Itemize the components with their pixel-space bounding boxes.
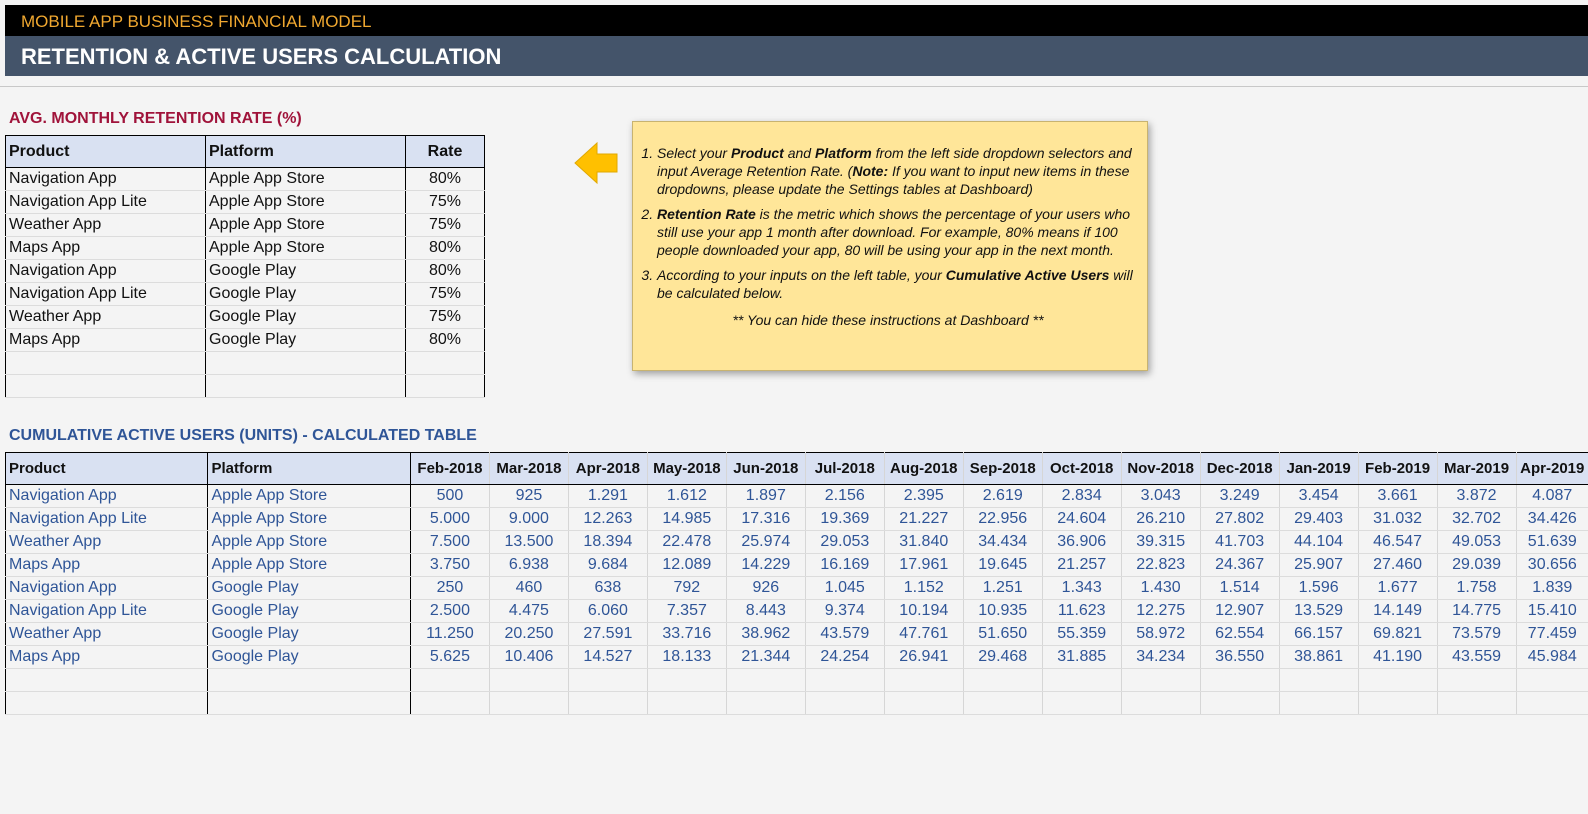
- value-cell: 7.500: [410, 531, 489, 554]
- value-cell: 66.157: [1279, 623, 1358, 646]
- cumulative-row: [6, 692, 1588, 715]
- month-header: Nov-2018: [1121, 453, 1200, 485]
- value-cell: 58.972: [1121, 623, 1200, 646]
- value-cell: 3.872: [1437, 485, 1516, 508]
- value-cell: 5.000: [410, 508, 489, 531]
- value-cell: 24.367: [1200, 554, 1279, 577]
- value-cell: 9.684: [568, 554, 647, 577]
- value-cell: 17.961: [884, 554, 963, 577]
- platform-select-cell[interactable]: Google Play: [206, 260, 406, 283]
- month-header: Sep-2018: [963, 453, 1042, 485]
- value-cell: 12.907: [1200, 600, 1279, 623]
- platform-cell: Apple App Store: [208, 554, 410, 577]
- value-cell: 1.152: [884, 577, 963, 600]
- value-cell: 41.703: [1200, 531, 1279, 554]
- value-cell: 29.053: [805, 531, 884, 554]
- value-cell: 2.619: [963, 485, 1042, 508]
- value-cell: 33.716: [647, 623, 726, 646]
- retention-header-row: [6, 136, 485, 168]
- value-cell: [1042, 669, 1121, 692]
- value-cell: 24.254: [805, 646, 884, 669]
- platform-cell: Google Play: [208, 623, 410, 646]
- value-cell: 19.645: [963, 554, 1042, 577]
- value-cell: [1200, 669, 1279, 692]
- arrow-left-icon: [573, 140, 619, 186]
- product-cell: Navigation App Lite: [6, 508, 208, 531]
- value-cell: 1.596: [1279, 577, 1358, 600]
- retention-row: [6, 375, 485, 398]
- value-cell: 14.775: [1437, 600, 1516, 623]
- value-cell: 3.043: [1121, 485, 1200, 508]
- value-cell: 51.639: [1516, 531, 1588, 554]
- value-cell: 27.460: [1358, 554, 1437, 577]
- value-cell: 17.316: [726, 508, 805, 531]
- value-cell: [1516, 669, 1588, 692]
- value-cell: 10.935: [963, 600, 1042, 623]
- model-title: MOBILE APP BUSINESS FINANCIAL MODEL: [21, 12, 372, 31]
- product-select-cell[interactable]: Maps App: [6, 329, 206, 352]
- instruction-bold-text: Note:: [852, 163, 889, 179]
- value-cell: 55.359: [1042, 623, 1121, 646]
- value-cell: [1437, 669, 1516, 692]
- model-title-bar: [5, 5, 1588, 36]
- value-cell: [884, 692, 963, 715]
- value-cell: 6.938: [489, 554, 568, 577]
- product-cell: [6, 669, 208, 692]
- value-cell: 38.962: [726, 623, 805, 646]
- value-cell: 51.650: [963, 623, 1042, 646]
- cumulative-row: [6, 577, 1588, 600]
- instruction-item: [657, 205, 1137, 259]
- value-cell: 9.000: [489, 508, 568, 531]
- value-cell: 44.104: [1279, 531, 1358, 554]
- value-cell: 18.133: [647, 646, 726, 669]
- divider: [0, 86, 1588, 87]
- value-cell: 12.089: [647, 554, 726, 577]
- value-cell: 21.257: [1042, 554, 1121, 577]
- retention-section-title: AVG. MONTHLY RETENTION RATE (%): [9, 110, 302, 127]
- retention-row: [6, 306, 485, 329]
- product-select-cell[interactable]: Weather App: [6, 306, 206, 329]
- instruction-bold-text: Platform: [814, 145, 872, 161]
- value-cell: 26.210: [1121, 508, 1200, 531]
- value-cell: 1.251: [963, 577, 1042, 600]
- month-header: Aug-2018: [884, 453, 963, 485]
- value-cell: 34.434: [963, 531, 1042, 554]
- value-cell: [963, 669, 1042, 692]
- page-title: RETENTION & ACTIVE USERS CALCULATION: [21, 44, 502, 69]
- value-cell: 460: [489, 577, 568, 600]
- platform-select-cell[interactable]: Apple App Store: [206, 237, 406, 260]
- instruction-text: from the left side dropdown selectors and input Average Retention Rate. (: [657, 145, 1132, 179]
- value-cell: 14.985: [647, 508, 726, 531]
- col-header-rate: Rate: [406, 136, 485, 168]
- retention-row: [6, 329, 485, 352]
- value-cell: [1121, 669, 1200, 692]
- value-cell: 46.547: [1358, 531, 1437, 554]
- value-cell: 32.702: [1437, 508, 1516, 531]
- value-cell: [805, 669, 884, 692]
- value-cell: 30.656: [1516, 554, 1588, 577]
- instruction-item: [657, 266, 1137, 302]
- cumulative-row: [6, 646, 1588, 669]
- value-cell: 14.527: [568, 646, 647, 669]
- value-cell: 4.475: [489, 600, 568, 623]
- platform-cell: [208, 692, 410, 715]
- value-cell: [726, 692, 805, 715]
- rate-input-cell[interactable]: 75%: [406, 191, 485, 214]
- value-cell: 38.861: [1279, 646, 1358, 669]
- retention-row: [6, 260, 485, 283]
- value-cell: [805, 692, 884, 715]
- value-cell: 43.579: [805, 623, 884, 646]
- product-cell: [6, 692, 208, 715]
- value-cell: 24.604: [1042, 508, 1121, 531]
- retention-row: [6, 191, 485, 214]
- rate-input-cell[interactable]: [406, 375, 485, 398]
- value-cell: 21.227: [884, 508, 963, 531]
- value-cell: 7.357: [647, 600, 726, 623]
- product-cell: Navigation App: [6, 577, 208, 600]
- value-cell: 6.060: [568, 600, 647, 623]
- col-header-product: Product: [6, 453, 208, 485]
- retention-row: [6, 168, 485, 191]
- value-cell: 13.500: [489, 531, 568, 554]
- platform-cell: Apple App Store: [208, 485, 410, 508]
- value-cell: [568, 692, 647, 715]
- platform-select-cell[interactable]: Google Play: [206, 329, 406, 352]
- value-cell: 5.625: [410, 646, 489, 669]
- platform-cell: Apple App Store: [208, 508, 410, 531]
- product-cell: Weather App: [6, 623, 208, 646]
- value-cell: 11.623: [1042, 600, 1121, 623]
- value-cell: 3.454: [1279, 485, 1358, 508]
- platform-select-cell[interactable]: Apple App Store: [206, 168, 406, 191]
- value-cell: 1.612: [647, 485, 726, 508]
- value-cell: 20.250: [489, 623, 568, 646]
- value-cell: [647, 669, 726, 692]
- platform-select-cell[interactable]: Google Play: [206, 306, 406, 329]
- value-cell: 1.897: [726, 485, 805, 508]
- value-cell: 19.369: [805, 508, 884, 531]
- instruction-bold-text: Retention Rate: [657, 206, 756, 222]
- rate-input-cell[interactable]: 80%: [406, 237, 485, 260]
- instructions-list: [639, 144, 1137, 302]
- value-cell: 1.045: [805, 577, 884, 600]
- instruction-text: Select your: [657, 145, 731, 161]
- platform-cell: [208, 669, 410, 692]
- month-header: Feb-2018: [410, 453, 489, 485]
- product-cell: Maps App: [6, 646, 208, 669]
- value-cell: 3.750: [410, 554, 489, 577]
- month-header: May-2018: [647, 453, 726, 485]
- value-cell: 36.550: [1200, 646, 1279, 669]
- month-header: Apr-2018: [568, 453, 647, 485]
- platform-cell: Apple App Store: [208, 531, 410, 554]
- value-cell: [884, 669, 963, 692]
- value-cell: 10.194: [884, 600, 963, 623]
- value-cell: 29.468: [963, 646, 1042, 669]
- month-header: Jan-2019: [1279, 453, 1358, 485]
- value-cell: [1279, 692, 1358, 715]
- value-cell: 31.032: [1358, 508, 1437, 531]
- cumulative-row: [6, 554, 1588, 577]
- value-cell: 1.839: [1516, 577, 1588, 600]
- value-cell: 26.941: [884, 646, 963, 669]
- platform-cell: Google Play: [208, 600, 410, 623]
- value-cell: [568, 669, 647, 692]
- value-cell: 4.087: [1516, 485, 1588, 508]
- value-cell: 18.394: [568, 531, 647, 554]
- value-cell: 2.395: [884, 485, 963, 508]
- page-title-bar: [5, 36, 1588, 76]
- instruction-bold-text: Product: [730, 145, 784, 161]
- value-cell: [726, 669, 805, 692]
- value-cell: 2.156: [805, 485, 884, 508]
- value-cell: 1.758: [1437, 577, 1516, 600]
- instruction-text: According to your inputs on the left table, your: [657, 267, 946, 283]
- value-cell: 16.169: [805, 554, 884, 577]
- platform-select-cell[interactable]: Google Play: [206, 283, 406, 306]
- value-cell: [410, 692, 489, 715]
- product-select-cell[interactable]: Navigation App: [6, 168, 206, 191]
- cumulative-section-title: CUMULATIVE ACTIVE USERS (UNITS) - CALCULATED TABLE: [9, 427, 477, 444]
- value-cell: [647, 692, 726, 715]
- value-cell: 41.190: [1358, 646, 1437, 669]
- rate-input-cell[interactable]: 80%: [406, 329, 485, 352]
- value-cell: 36.906: [1042, 531, 1121, 554]
- value-cell: [1042, 692, 1121, 715]
- value-cell: [1200, 692, 1279, 715]
- product-select-cell[interactable]: Maps App: [6, 237, 206, 260]
- retention-row: [6, 214, 485, 237]
- cumulative-row: [6, 669, 1588, 692]
- product-cell: Maps App: [6, 554, 208, 577]
- value-cell: 1.514: [1200, 577, 1279, 600]
- rate-input-cell[interactable]: 80%: [406, 168, 485, 191]
- value-cell: 29.039: [1437, 554, 1516, 577]
- value-cell: [1279, 669, 1358, 692]
- cumulative-row: [6, 531, 1588, 554]
- value-cell: 22.956: [963, 508, 1042, 531]
- instructions-footer: ** You can hide these instructions at Dashboard **: [732, 312, 1044, 328]
- cumulative-table: [5, 452, 1588, 715]
- value-cell: [489, 692, 568, 715]
- value-cell: 2.500: [410, 600, 489, 623]
- cumulative-row: [6, 485, 1588, 508]
- value-cell: 29.403: [1279, 508, 1358, 531]
- instruction-item: [657, 144, 1137, 198]
- value-cell: 12.263: [568, 508, 647, 531]
- value-cell: [1358, 692, 1437, 715]
- month-header: Mar-2019: [1437, 453, 1516, 485]
- retention-row: [6, 352, 485, 375]
- retention-table: [5, 135, 485, 398]
- value-cell: [1437, 692, 1516, 715]
- value-cell: 500: [410, 485, 489, 508]
- rate-input-cell[interactable]: 75%: [406, 283, 485, 306]
- month-header: Feb-2019: [1358, 453, 1437, 485]
- col-header-platform: Platform: [206, 136, 406, 168]
- col-header-platform: Platform: [208, 453, 410, 485]
- cumulative-row: [6, 508, 1588, 531]
- retention-row: [6, 237, 485, 260]
- platform-cell: Google Play: [208, 646, 410, 669]
- product-select-cell[interactable]: [6, 352, 206, 375]
- value-cell: [963, 692, 1042, 715]
- value-cell: 27.802: [1200, 508, 1279, 531]
- value-cell: 47.761: [884, 623, 963, 646]
- product-cell: Navigation App: [6, 485, 208, 508]
- product-select-cell[interactable]: Navigation App Lite: [6, 191, 206, 214]
- rate-input-cell[interactable]: 80%: [406, 260, 485, 283]
- value-cell: 8.443: [726, 600, 805, 623]
- platform-cell: Google Play: [208, 577, 410, 600]
- value-cell: 1.343: [1042, 577, 1121, 600]
- value-cell: 1.430: [1121, 577, 1200, 600]
- value-cell: 925: [489, 485, 568, 508]
- product-select-cell[interactable]: Navigation App Lite: [6, 283, 206, 306]
- value-cell: 31.885: [1042, 646, 1121, 669]
- month-header: Dec-2018: [1200, 453, 1279, 485]
- value-cell: 10.406: [489, 646, 568, 669]
- value-cell: [410, 669, 489, 692]
- value-cell: 43.559: [1437, 646, 1516, 669]
- product-select-cell[interactable]: [6, 375, 206, 398]
- value-cell: 21.344: [726, 646, 805, 669]
- instruction-text: and: [783, 145, 815, 161]
- value-cell: 14.149: [1358, 600, 1437, 623]
- month-header: Apr-2019: [1516, 453, 1588, 485]
- platform-select-cell[interactable]: Apple App Store: [206, 191, 406, 214]
- value-cell: 22.478: [647, 531, 726, 554]
- product-cell: Weather App: [6, 531, 208, 554]
- value-cell: 34.234: [1121, 646, 1200, 669]
- instruction-text: will be calculated below.: [657, 267, 1133, 301]
- value-cell: 69.821: [1358, 623, 1437, 646]
- month-header: Oct-2018: [1042, 453, 1121, 485]
- month-header: Jul-2018: [805, 453, 884, 485]
- value-cell: 13.529: [1279, 600, 1358, 623]
- value-cell: [1358, 669, 1437, 692]
- value-cell: 39.315: [1121, 531, 1200, 554]
- value-cell: 77.459: [1516, 623, 1588, 646]
- value-cell: 25.974: [726, 531, 805, 554]
- value-cell: 2.834: [1042, 485, 1121, 508]
- retention-row: [6, 283, 485, 306]
- value-cell: 25.907: [1279, 554, 1358, 577]
- value-cell: [1121, 692, 1200, 715]
- value-cell: 45.984: [1516, 646, 1588, 669]
- value-cell: 73.579: [1437, 623, 1516, 646]
- value-cell: 1.677: [1358, 577, 1437, 600]
- value-cell: 12.275: [1121, 600, 1200, 623]
- value-cell: 3.249: [1200, 485, 1279, 508]
- value-cell: 9.374: [805, 600, 884, 623]
- value-cell: 926: [726, 577, 805, 600]
- instruction-bold-text: Cumulative Active Users: [945, 267, 1110, 283]
- rate-input-cell[interactable]: [406, 352, 485, 375]
- value-cell: 638: [568, 577, 647, 600]
- value-cell: 14.229: [726, 554, 805, 577]
- value-cell: 11.250: [410, 623, 489, 646]
- value-cell: 3.661: [1358, 485, 1437, 508]
- value-cell: 1.291: [568, 485, 647, 508]
- product-cell: Navigation App Lite: [6, 600, 208, 623]
- col-header-product: Product: [6, 136, 206, 168]
- platform-select-cell[interactable]: Apple App Store: [206, 214, 406, 237]
- rate-input-cell[interactable]: 75%: [406, 214, 485, 237]
- month-header: Jun-2018: [726, 453, 805, 485]
- value-cell: 792: [647, 577, 726, 600]
- value-cell: 34.426: [1516, 508, 1588, 531]
- instruction-text: If you want to input new items in these dropdowns, please update the Settings tables at Dashboard): [657, 163, 1130, 197]
- value-cell: 250: [410, 577, 489, 600]
- value-cell: 27.591: [568, 623, 647, 646]
- rate-input-cell[interactable]: 75%: [406, 306, 485, 329]
- platform-select-cell[interactable]: [206, 352, 406, 375]
- product-select-cell[interactable]: Navigation App: [6, 260, 206, 283]
- cumulative-header-row: [6, 453, 1588, 485]
- instruction-text: is the metric which shows the percentage of your users who still use your app 1 month after download. For example, 80% means if 100 people downloaded your app, 80 will be using your app in the next month.: [657, 206, 1131, 258]
- value-cell: 62.554: [1200, 623, 1279, 646]
- cumulative-row: [6, 600, 1588, 623]
- platform-select-cell[interactable]: [206, 375, 406, 398]
- cumulative-row: [6, 623, 1588, 646]
- value-cell: 15.410: [1516, 600, 1588, 623]
- value-cell: 31.840: [884, 531, 963, 554]
- instructions-box: [632, 121, 1148, 371]
- value-cell: 49.053: [1437, 531, 1516, 554]
- product-select-cell[interactable]: Weather App: [6, 214, 206, 237]
- value-cell: 22.823: [1121, 554, 1200, 577]
- value-cell: [489, 669, 568, 692]
- month-header: Mar-2018: [489, 453, 568, 485]
- value-cell: [1516, 692, 1588, 715]
